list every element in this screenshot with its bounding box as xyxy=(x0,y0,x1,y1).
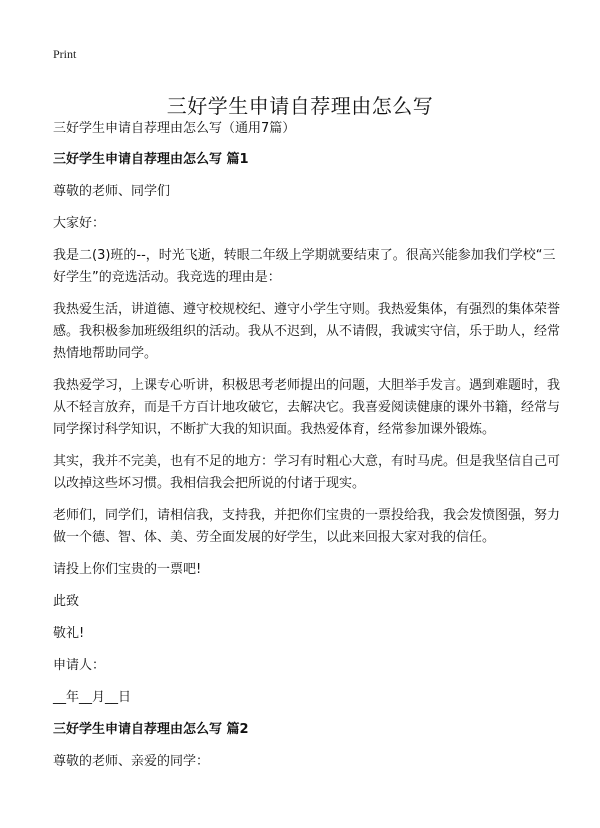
greeting-recipient-1: 尊敬的老师、同学们 xyxy=(53,184,171,199)
paragraph-conduct: 我热爱生活，讲道德、遵守校规校纪、遵守小学生守则。我热爱集体，有强烈的集体荣誉感。我积极参加班级组织的活动。我从不迟到，从不请假，我诚实守信，乐于助人，经常热情地帮助同学。 xyxy=(53,302,561,361)
print-label[interactable]: Print xyxy=(53,47,77,61)
paragraph-vote: 请投上你们宝贵的一票吧! xyxy=(53,562,202,577)
paragraph-appeal: 老师们，同学们，请相信我，支持我，并把你们宝贵的一票投给我，我会发愤图强，努力做一个德、智、体、美、劳全面发展的好学生，以此来回报大家对我的信任。 xyxy=(53,508,561,545)
greeting-1: 大家好： xyxy=(53,216,106,231)
section-heading-1: 三好学生申请自荐理由怎么写 篇1 xyxy=(53,152,249,167)
document-body xyxy=(53,118,560,783)
closing-salutation: 此致 xyxy=(53,594,80,609)
paragraph-shortcomings: 其实，我并不完美，也有不足的地方：学习有时粗心大意，有时马虎。但是我坚信自己可以改掉这些坏习惯。我相信我会把所说的付诸于现实。 xyxy=(53,454,561,491)
greeting-recipient-2: 尊敬的老师、亲爱的同学： xyxy=(53,754,210,769)
paragraph-study: 我热爱学习，上课专心听讲，积极思考老师提出的问题，大胆举手发言。遇到难题时，我从不轻言放弃，而是千方百计地攻破它，去解决它。我喜爱阅读健康的课外书籍，经常与同学探讨科学知识，不断扩大我的知识面。我热爱体育，经常参加课外锻炼。 xyxy=(53,378,561,437)
document-subtitle: 三好学生申请自荐理由怎么写（通用7篇） xyxy=(53,121,296,136)
page-title: 三好学生申请自荐理由怎么写 xyxy=(166,94,434,119)
applicant-label: 申请人： xyxy=(53,658,106,673)
date-line: __年__月__日 xyxy=(53,690,132,705)
closing-respect: 敬礼! xyxy=(53,626,85,641)
section-heading-2: 三好学生申请自荐理由怎么写 篇2 xyxy=(53,722,249,737)
paragraph-intro: 我是二(3)班的--，时光飞逝，转眼二年级上学期就要结束了。很高兴能参加我们学校“三好学生”的竞选活动。我竞选的理由是： xyxy=(53,248,556,285)
